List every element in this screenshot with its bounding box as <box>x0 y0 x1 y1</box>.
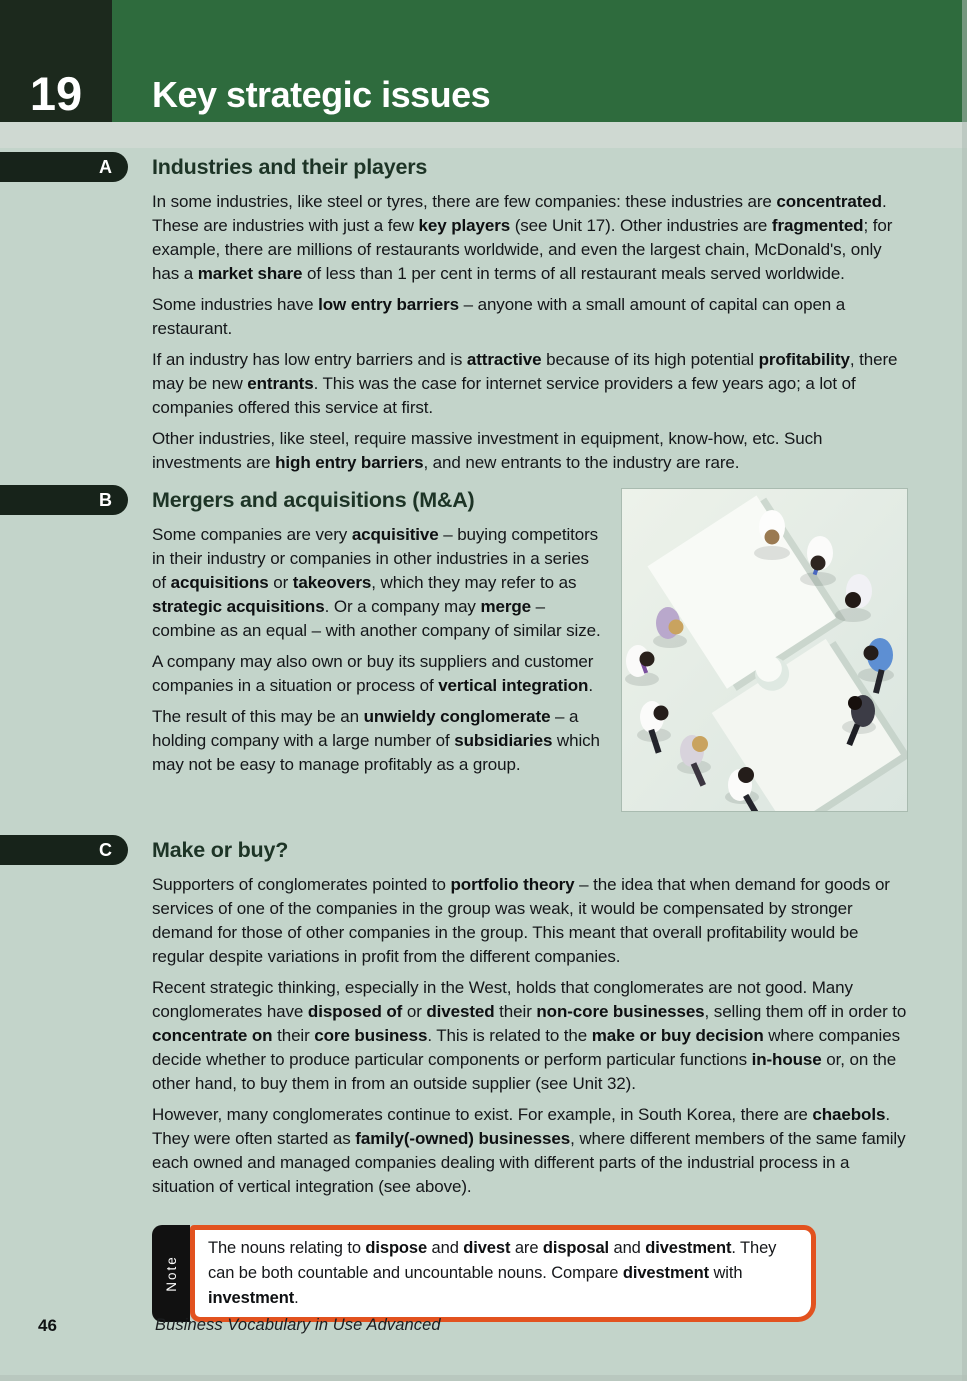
page-footer <box>0 1316 967 1340</box>
note-tab-label: Note <box>163 1255 179 1292</box>
section-c-heading: Make or buy? <box>152 838 289 862</box>
page-content <box>99 152 910 1322</box>
paragraph: Some companies are very acquisitive – buying competitors in their industry or companies in other industries in a series of acquisitions or takeovers, which they may refer to as strategic acquisitions. Or a company may merge – combine as an equal – with another company of similar size. <box>152 525 601 640</box>
section-mergers <box>99 485 910 825</box>
section-c-badge <box>0 835 128 865</box>
page-number: 46 <box>38 1316 57 1335</box>
page-edge-shadow-bottom <box>0 1375 967 1381</box>
section-industries <box>99 152 910 475</box>
note-box <box>152 1225 816 1322</box>
note-tab <box>152 1225 190 1322</box>
section-c-letter: C <box>99 839 112 860</box>
section-c-body <box>152 873 910 1199</box>
paragraph: In some industries, like steel or tyres, there are few companies: these industries are concentrated. These are industries with just a few key players (see Unit 17). Other industries are fragmented; for example, there are millions of restaurants worldwide, and even the largest chain, McDonald's, only has a market share of less than 1 per cent in terms of all restaurant meals served worldwide. <box>152 192 893 283</box>
unit-title-banner <box>112 0 967 122</box>
note-text <box>190 1225 816 1322</box>
puzzle-teams-illustration <box>622 489 907 811</box>
unit-number-box <box>0 0 112 122</box>
merger-puzzle-photo <box>622 489 907 811</box>
paragraph: The nouns relating to dispose and divest are disposal and divestment. They can be both countable and uncountable nouns. Compare divestment with investment. <box>208 1239 777 1307</box>
paragraph: Recent strategic thinking, especially in the West, holds that conglomerates are not good. Many conglomerates have disposed of or divested their non-core businesses, selling them off in order to concentrate on their core business. This is related to the make or buy decision where companies decide whether to produce particular components or perform particular functions in-house or, on the other hand, to buy them in from an outside supplier (see Unit 32). <box>152 978 907 1093</box>
section-a-badge <box>0 152 128 182</box>
paragraph: Supporters of conglomerates pointed to portfolio theory – the idea that when demand for goods or services of one of the companies in the group was weak, it would be compensated by stronger demand for those of other companies in the group. This meant that overall profitability would be regular despite variations in profit from the different companies. <box>152 875 890 966</box>
section-b-heading: Mergers and acquisitions (M&A) <box>152 488 475 512</box>
paragraph: A company may also own or buy its suppliers and customer companies in a situation or process of vertical integration. <box>152 652 594 695</box>
unit-number: 19 <box>29 67 83 120</box>
unit-header <box>0 0 967 122</box>
section-a-heading: Industries and their players <box>152 155 428 179</box>
paragraph: Some industries have low entry barriers – anyone with a small amount of capital can open a restaurant. <box>152 295 846 338</box>
book-title: Business Vocabulary in Use Advanced <box>155 1316 441 1334</box>
paragraph: The result of this may be an unwieldy conglomerate – a holding company with a large number of subsidiaries which may not be easy to manage profitably as a group. <box>152 707 600 774</box>
paragraph: Other industries, like steel, require massive investment in equipment, know-how, etc. Such investments are high entry barriers, and new entrants to the industry are rare. <box>152 429 823 472</box>
header-divider-strip <box>0 122 967 148</box>
section-make-or-buy <box>99 835 910 1199</box>
section-b-badge <box>0 485 128 515</box>
unit-title: Key strategic issues <box>152 74 491 116</box>
section-b-letter: B <box>99 489 112 510</box>
section-a-body <box>152 190 910 475</box>
page-edge-shadow-right <box>962 0 967 1381</box>
paragraph: However, many conglomerates continue to exist. For example, in South Korea, there are chaebols. They were often started as family(-owned) businesses, where different members of the same family each owned and managed companies dealing with different parts of the industrial process in a situation of vertical integration (see above). <box>152 1105 906 1196</box>
section-a-letter: A <box>99 156 112 177</box>
paragraph: If an industry has low entry barriers and is attractive because of its high potential profitability, there may be new entrants. This was the case for internet service providers a few years ago; a lot of companies offered this service at first. <box>152 350 898 417</box>
section-b-body <box>152 523 604 777</box>
